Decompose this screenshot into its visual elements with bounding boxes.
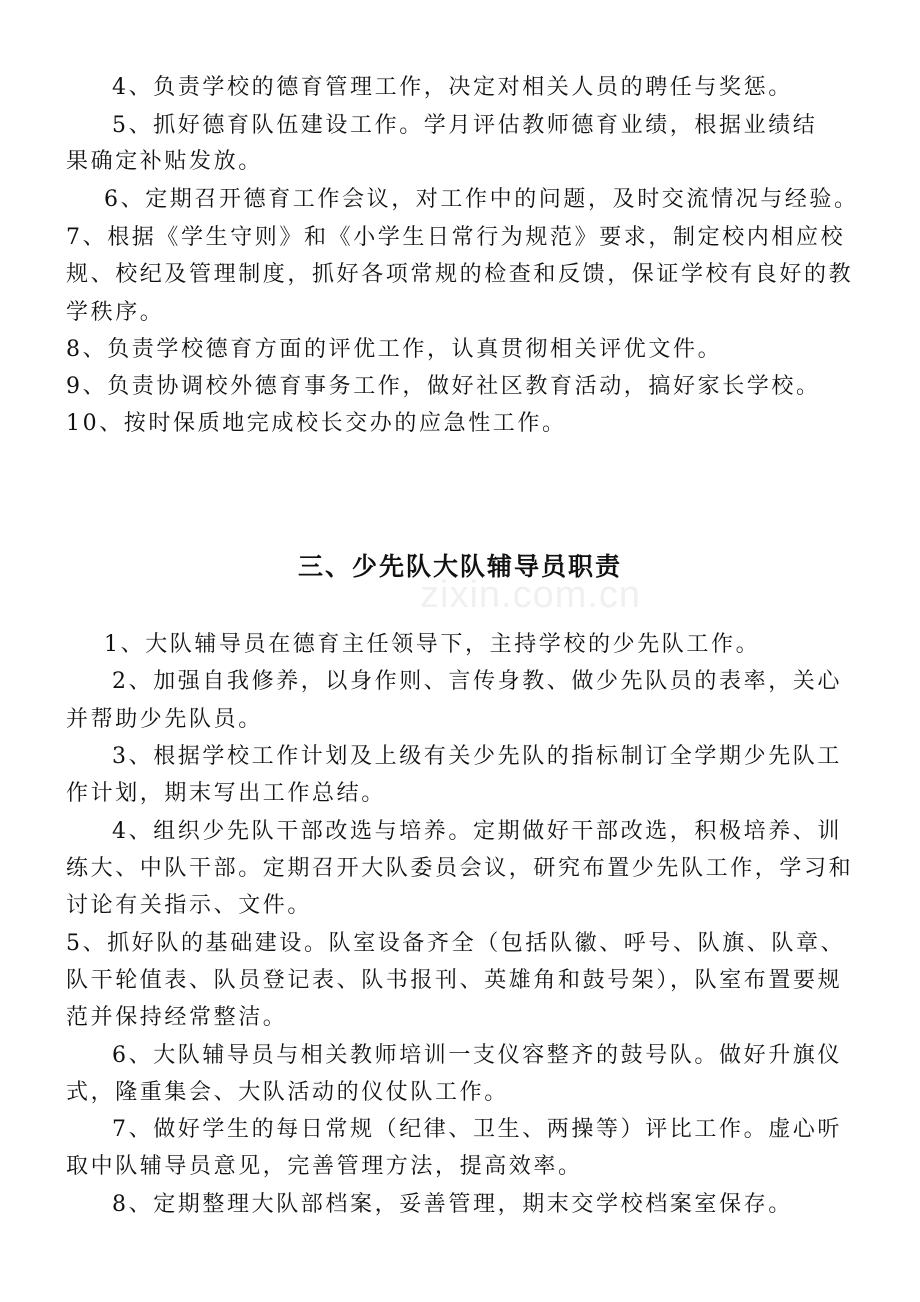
paragraph-line: 9、负责协调校外德育事务工作，做好社区教育活动，搞好家长学校。 <box>66 374 821 399</box>
paragraph-line: 10、按时保质地完成校长交办的应急性工作。 <box>66 411 567 436</box>
paragraph-line: 4、组织少先队干部改选与培养。定期做好干部改选，积极培养、训 <box>112 819 842 844</box>
paragraph-line: 取中队辅导员意见，完善管理方法，提高效率。 <box>66 1154 583 1179</box>
paragraph-line: 6、大队辅导员与相关教师培训一支仪容整齐的鼓号队。做好升旗仪 <box>112 1043 842 1068</box>
paragraph-line: 作计划，期末写出工作总结。 <box>66 781 386 806</box>
paragraph-line: 5、抓好德育队伍建设工作。学月评估教师德育业绩，根据业绩结 <box>112 113 818 138</box>
paragraph-line: 8、定期整理大队部档案，妥善管理，期末交学校档案室保存。 <box>112 1192 793 1217</box>
paragraph-line: 5、抓好队的基础建设。队室设备齐全（包括队徽、呼号、队旗、队章、 <box>66 931 846 956</box>
paragraph-line: 学秩序。 <box>66 300 165 325</box>
paragraph-line: 4、负责学校的德育管理工作，决定对相关人员的聘任与奖惩。 <box>112 75 793 100</box>
paragraph-line: 并帮助少先队员。 <box>66 707 263 732</box>
paragraph-line: 规、校纪及管理制度，抓好各项常规的检查和反馈，保证学校有良好的教 <box>66 262 854 287</box>
paragraph-line: 队干轮值表、队员登记表、队书报刊、英雄角和鼓号架），队室布置要规 <box>66 968 843 993</box>
paragraph-line: 范并保持经常整洁。 <box>66 1005 288 1030</box>
watermark: zixin.com.cn <box>420 574 642 616</box>
paragraph-line: 1、大队辅导员在德育主任领导下，主持学校的少先队工作。 <box>104 632 761 657</box>
paragraph-line: 8、负责学校德育方面的评优工作，认真贯彻相关评优文件。 <box>66 337 723 362</box>
paragraph-line: 果确定补贴发放。 <box>66 149 263 174</box>
paragraph-line: 讨论有关指示、文件。 <box>66 893 313 918</box>
paragraph-line: 练大、中队干部。定期召开大队委员会议，研究布置少先队工作，学习和 <box>66 856 854 881</box>
paragraph-line: 式，隆重集会、大队活动的仪仗队工作。 <box>66 1080 509 1105</box>
paragraph-line: 3、根据学校工作计划及上级有关少先队的指标制订全学期少先队工 <box>112 744 842 769</box>
section-heading: 三、少先队大队辅导员职责 <box>297 552 622 581</box>
paragraph-line: 7、根据《学生守则》和《小学生日常行为规范》要求，制定校内相应校 <box>66 225 846 250</box>
paragraph-line: 2、加强自我修养，以身作则、言传身教、做少先队员的表率，关心 <box>112 669 842 694</box>
paragraph-line: 6、定期召开德育工作会议，对工作中的问题，及时交流情况与经验。 <box>104 187 859 212</box>
paragraph-line: 7、做好学生的每日常规（纪律、卫生、两操等）评比工作。虚心听 <box>112 1117 842 1142</box>
